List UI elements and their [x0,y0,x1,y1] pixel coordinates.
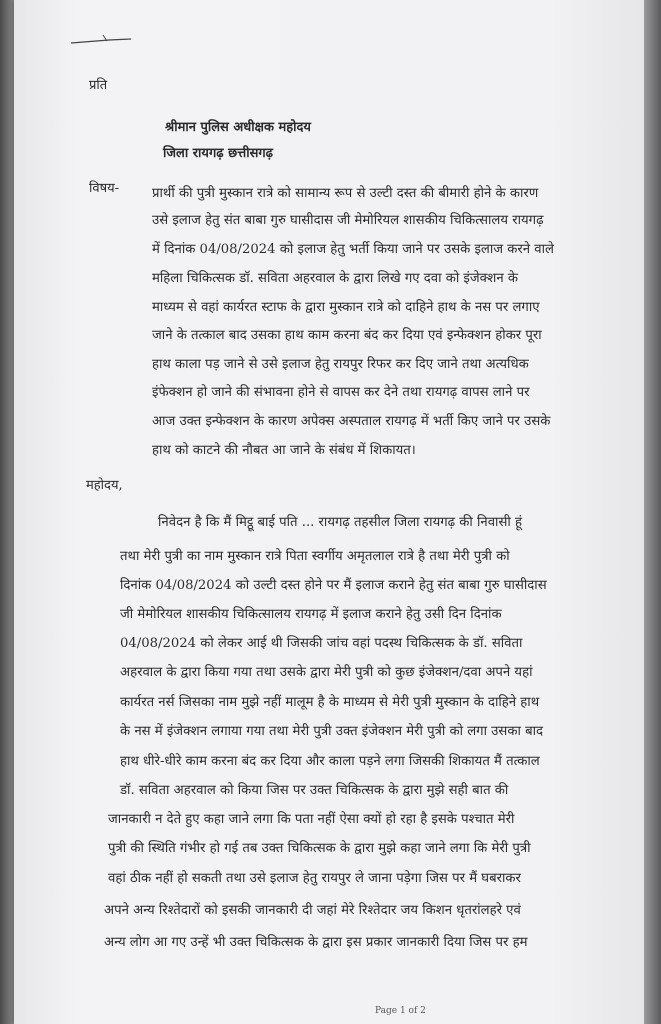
body-line: तथा मेरी पुत्री का नाम मुस्कान रात्रे पिता स्वर्गीय अमृतलाल रात्रे है तथा मेरी पुत्री को [120,549,510,564]
subject-line: आज उक्त इन्फेक्शन के कारण अपेक्स अस्पताल रायगढ़ में भर्ती किए जाने पर उसके [152,414,551,429]
left-page-edge [0,0,14,1024]
subject-line: उसे इलाज हेतु संत बाबा गुरु घासीदास जी मेमोरियल शासकीय चिकित्सालय रायगढ़ [152,213,544,228]
body-line: जानकारी न देते हुए कहा जाने लगा कि पता नहीं ऐसा क्यों हो रहा है इसके पश्चात मेरी [108,812,515,827]
recipient-prefix: प्रति [89,78,108,93]
body-line: निवेदन है कि मैं मिट्ठू बाई पति ... रायगढ़ तहसील जिला रायगढ़ की निवासी हूं [158,515,522,530]
addressee-district: जिला रायगढ़ छत्तीसगढ़ [163,146,273,161]
subject-line: हाथ काला पड़ जाने से उसे इलाज हेतु रायपुर रिफर कर दिए जाने तथा अत्यधिक [152,357,529,372]
body-line: अन्य लोग आ गए उन्हें भी उक्त चिकित्सक के द्वारा इस प्रकार जानकारी दिया जिस पर हम [104,935,528,950]
body-line: जी मेमोरियल शासकीय चिकित्सालय रायगढ़ में इलाज कराने हेतु उसी दिन दिनांक [120,607,502,622]
body-line: के नस में इंजेक्शन लगाया गया तथा मेरी पुत्री उक्त इंजेक्शन मेरी पुत्री को लगा उसका बाद [120,724,544,739]
subject-line: में दिनांक 04/08/2024 को इलाज हेतु भर्ती किया जाने पर उसके इलाज करने वाले [152,242,554,257]
subject-line: प्रार्थी की पुत्री मुस्कान रात्रे को सामान्य रूप से उल्टी दस्त की बीमारी होने के कारण [152,186,539,201]
subject-line: जाने के तत्काल बाद उसका हाथ काम करना बंद कर दिया एवं इन्फेक्शन होकर पूरा [152,328,542,343]
right-page-edge [644,0,661,1024]
body-line: हाथ धीरे-धीरे काम करना बंद कर दिया और काला पड़ने लगा जिसकी शिकायत मैं तत्काल [120,754,540,769]
body-line: 04/08/2024 को लेकर आई थी जिसकी जांच वहां पदस्थ चिकित्सक के डॉ. सविता [120,636,523,651]
body-line: अहरवाल के द्वारा किया गया तथा उसके द्वारा मेरी पुत्री को कुछ इंजेक्शन/दवा अपने यहां [120,665,533,680]
subject-line: माध्यम से वहां कार्यरत स्टाफ के द्वारा मुस्कान रात्रे को दाहिने हाथ के नस पर लगाए [152,300,540,315]
page-footer: Page 1 of 2 [375,1006,426,1016]
subject-line: हाथ को काटने की नौबत आ जाने के संबंध में शिकायत। [152,443,416,458]
salutation: महोदय, [86,478,123,493]
subject-line: इंफेक्शन हो जाने की संभावना होने से वापस कर देने तथा रायगढ़ वापस लाने पर [152,385,530,400]
body-line: डॉ. सविता अहरवाल को किया जिस पर उक्त चिकित्सक के द्वारा मुझे सही बात की [120,783,509,798]
subject-line: महिला चिकित्सक डॉ. सविता अहरवाल के द्वारा लिखे गए दवा को इंजेक्शन के [152,271,518,286]
subject-label: विषय- [89,181,120,196]
body-line: पुत्री की स्थिति गंभीर हो गई तब उक्त चिकित्सक के द्वारा मुझे कहा जाने लगा कि मेरी पुत्री [108,841,531,856]
body-line: वहां ठीक नहीं हो सकती तथा उसे इलाज हेतु रायपुर ले जाना पड़ेगा जिस पर मैं घबराकर [108,871,521,886]
addressee-title: श्रीमान पुलिस अधीक्षक महोदय [165,120,311,135]
pen-mark-icon [69,32,139,46]
body-line: कार्यरत नर्स जिसका नाम मुझे नहीं मालूम है के माध्यम से मेरी पुत्री मुस्कान के दाहिने हाथ [120,695,540,710]
body-line: दिनांक 04/08/2024 को उल्टी दस्त होने पर मैं इलाज कराने हेतु संत बाबा गुरु घासीदास [120,578,547,593]
body-line: अपने अन्य रिश्तेदारों को इसकी जानकारी दी जहां मेरे रिश्तेदार जय किशन धृतरांलहरे एवं [104,903,521,918]
